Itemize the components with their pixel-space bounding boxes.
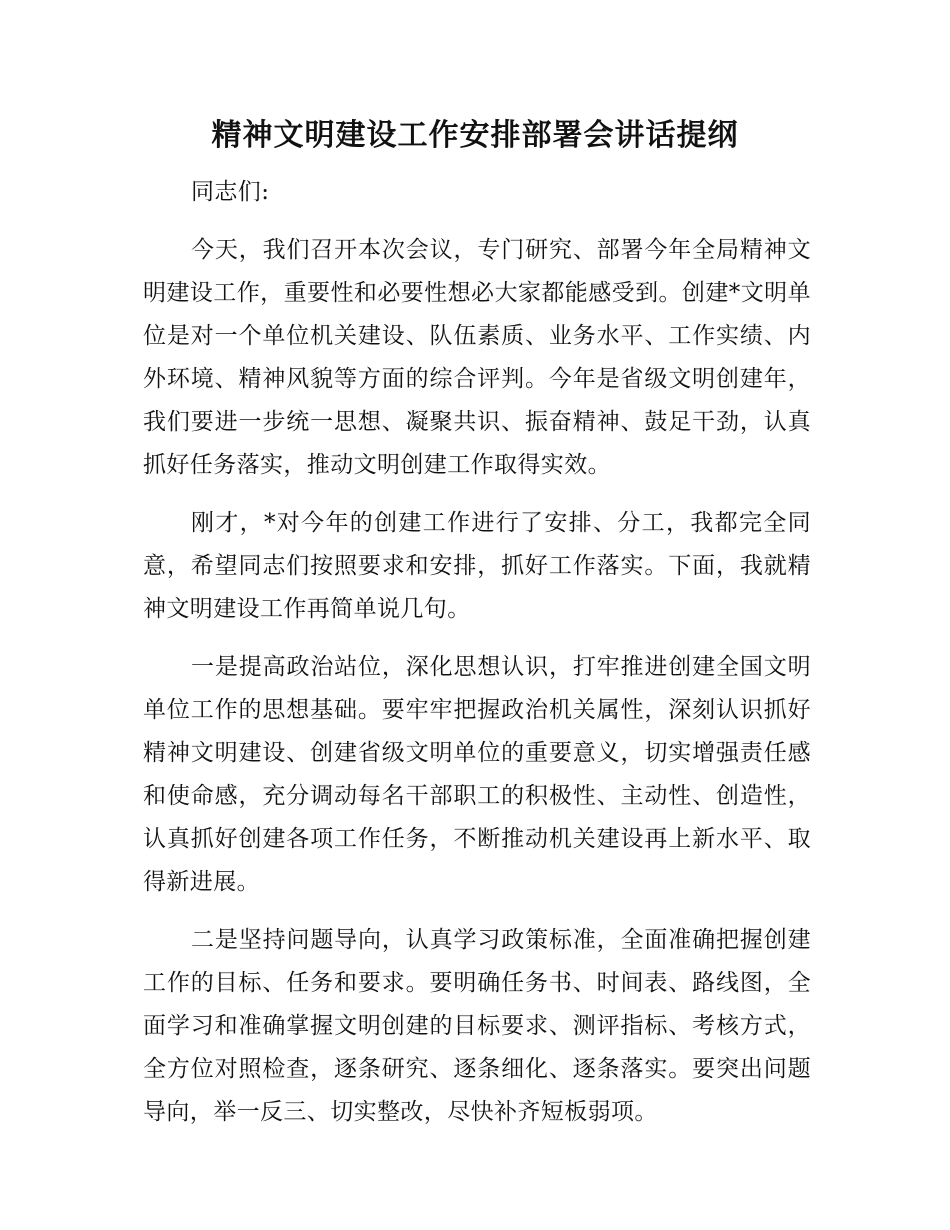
paragraph-point-one: 一是提高政治站位，深化思想认识，打牢推进创建全国文明单位工作的思想基础。要牢牢把握政治机关属性，深刻认识抓好精神文明建设、创建省级文明单位的重要意义，切实增强责任感和使命感，充分调动每名干部职工的积极性、主动性、创造性，认真抓好创建各项工作任务，不断推动机关建设再上新水平、取得新进展。	[143, 654, 811, 895]
paragraph-agreement: 刚才，*对今年的创建工作进行了安排、分工，我都完全同意，希望同志们按照要求和安排，抓好工作落实。下面，我就精神文明建设工作再简单说几句。	[143, 510, 811, 622]
document-body	[143, 171, 811, 1149]
paragraph-point-two: 二是坚持问题导向，认真学习政策标准，全面准确把握创建工作的目标、任务和要求。要明确任务书、时间表、路线图，全面学习和准确掌握文明创建的目标要求、测评指标、考核方式，全方位对照检查，逐条研究、逐条细化、逐条落实。要突出问题导向，举一反三、切实整改，尽快补齐短板弱项。	[143, 927, 811, 1125]
greeting: 同志们:	[191, 179, 270, 205]
paragraph-opening: 今天，我们召开本次会议，专门研究、部署今年全局精神文明建设工作，重要性和必要性想必大家都能感受到。创建*文明单位是对一个单位机关建设、队伍素质、业务水平、工作实绩、内外环境、精神风貌等方面的综合评判。今年是省级文明创建年，我们要进一步统一思想、凝聚共识、振奋精神、鼓足干劲，认真抓好任务落实，推动文明创建工作取得实效。	[143, 237, 811, 478]
document-title: 精神文明建设工作安排部署会讲话提纲	[211, 118, 739, 153]
